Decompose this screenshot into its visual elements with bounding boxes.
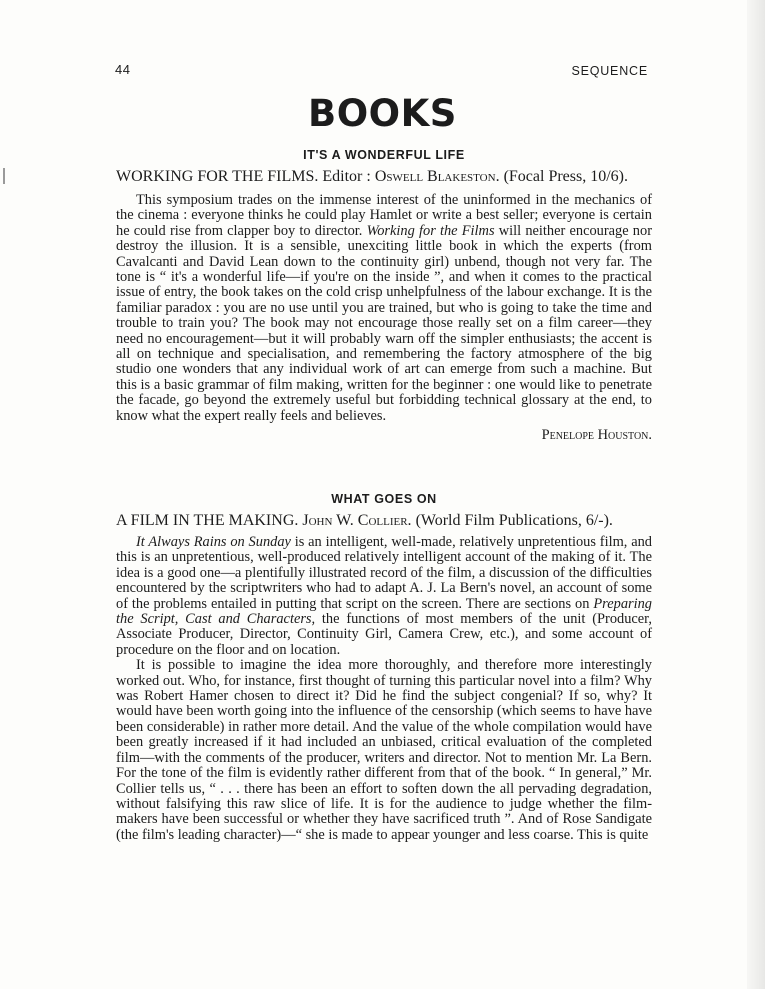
page-number: 44 <box>115 62 131 77</box>
review-1 <box>116 148 652 443</box>
film-title-italic: It Always Rains on Sunday <box>136 534 291 550</box>
review-1-paragraph <box>116 193 652 424</box>
section-names-italic: Preparing the Script, Cast and Characters, <box>116 595 652 628</box>
review-1-book-entry <box>116 169 652 185</box>
review-2-subhead: WHAT GOES ON <box>331 492 437 506</box>
review-2-paragraph-1 <box>116 535 652 658</box>
paragraph-text: the functions of most members of the unit (Producer, Associate Producer, Director, Continuity Girl, Camera Crew, etc.), and some account of procedure on the floor and on location. <box>116 611 652 658</box>
page-edge-shadow <box>747 0 765 989</box>
paragraph-text: will neither encourage nor destroy the illusion. It is a sensible, unexciting little book in which the experts (from Cavalcanti and David Lean down to the continuity girl) unbend, though not very far. The tone is “ it's a wonderful life—if you're on the inside ”, and when it comes to the practical issue of entry, the book takes on the cold crisp unhelpfulness of the labour exchange. It is the familiar paradox : you are no use until you are trained, but who is going to take the time and trouble to train you? The book may not encourage those really set on a film career—they need no encouragement—but it will probably warn off the simpler enthusiasts; the accent is all on technique and specialisation, and remembering the factory atmosphere of the big studio one wonders that any individual work of art can emerge from such a machine. But this is a basic grammar of film making, written for the beginner : one would like to penetrate the facade, go beyond the extremely useful but forbidding technical glossary at the end, to know what the expert really feels and believes. <box>116 222 652 424</box>
scan-edge-mark <box>3 168 5 184</box>
editor-name: Oswell Blakeston. <box>374 168 500 185</box>
publisher-info: (Focal Press, 10/6). <box>503 168 629 185</box>
book-title-italic: Working for the Films <box>366 222 495 239</box>
section-title: BOOKS <box>308 92 457 135</box>
review-2-paragraph-2: It is possible to imagine the idea more thoroughly, and therefore more interestingly worked out. Who, for instance, first thought of turning this particular novel into a film? Why was Robert Hamer chosen to direct it? Did he find the subject congenial? If so, why? It would have been worth going into the influence of the censorship (which seems to have have been considerable) in rather more detail. And the value of the whole compilation would have been greatly increased if it had included an unbiased, critical evaluation of the completed film—with the comments of the producer, writers and director. Not to mention Mr. La Bern. For the tone of the film is evidently rather different from that of the book. “ In general,” Mr. Collier tells us, “ . . . there has been an effort to soften down the all pervading degradation, without falsifying this raw slice of life. It is for the audience to judge whether the film-makers have been successful or whether they have sacrificed truth ”. And of Rose Sandigate (the film's leading character)—“ she is made to appear younger and less coarse. This is quite <box>116 657 652 843</box>
editor-label: Editor : <box>322 168 371 185</box>
running-head: SEQUENCE <box>571 64 648 78</box>
review-1-subhead: IT'S A WONDERFUL LIFE <box>303 148 465 162</box>
review-2 <box>116 492 652 843</box>
paragraph-text: is an intelligent, well-made, relatively unpretentious film, and this is an unpretentious, well-produced relatively intelligent account of the making of it. The idea is a good one—a plentifully illustrated record of the film, a discussion of the difficulties encountered by the scriptwriters who had to adapt A. J. La Bern's novel, an account of some of the problems entailed in putting that script on the screen. There are sections on <box>116 534 652 612</box>
book-title: A FILM IN THE MAKING. <box>116 512 299 529</box>
book-title: WORKING FOR THE FILMS. <box>116 168 319 185</box>
reviewer-signature: Penelope Houston. <box>541 427 652 444</box>
review-2-book-entry <box>116 513 652 529</box>
paragraph-text: This symposium trades on the immense interest of the uninformed in the mechanics of the cinema : everyone thinks he could play Hamlet or write a best seller; everyone is certain he could rise from clapper boy to director. <box>116 192 652 239</box>
publisher-info: (World Film Publications, 6/-). <box>415 512 613 529</box>
author-name: John W. Collier. <box>302 512 412 529</box>
